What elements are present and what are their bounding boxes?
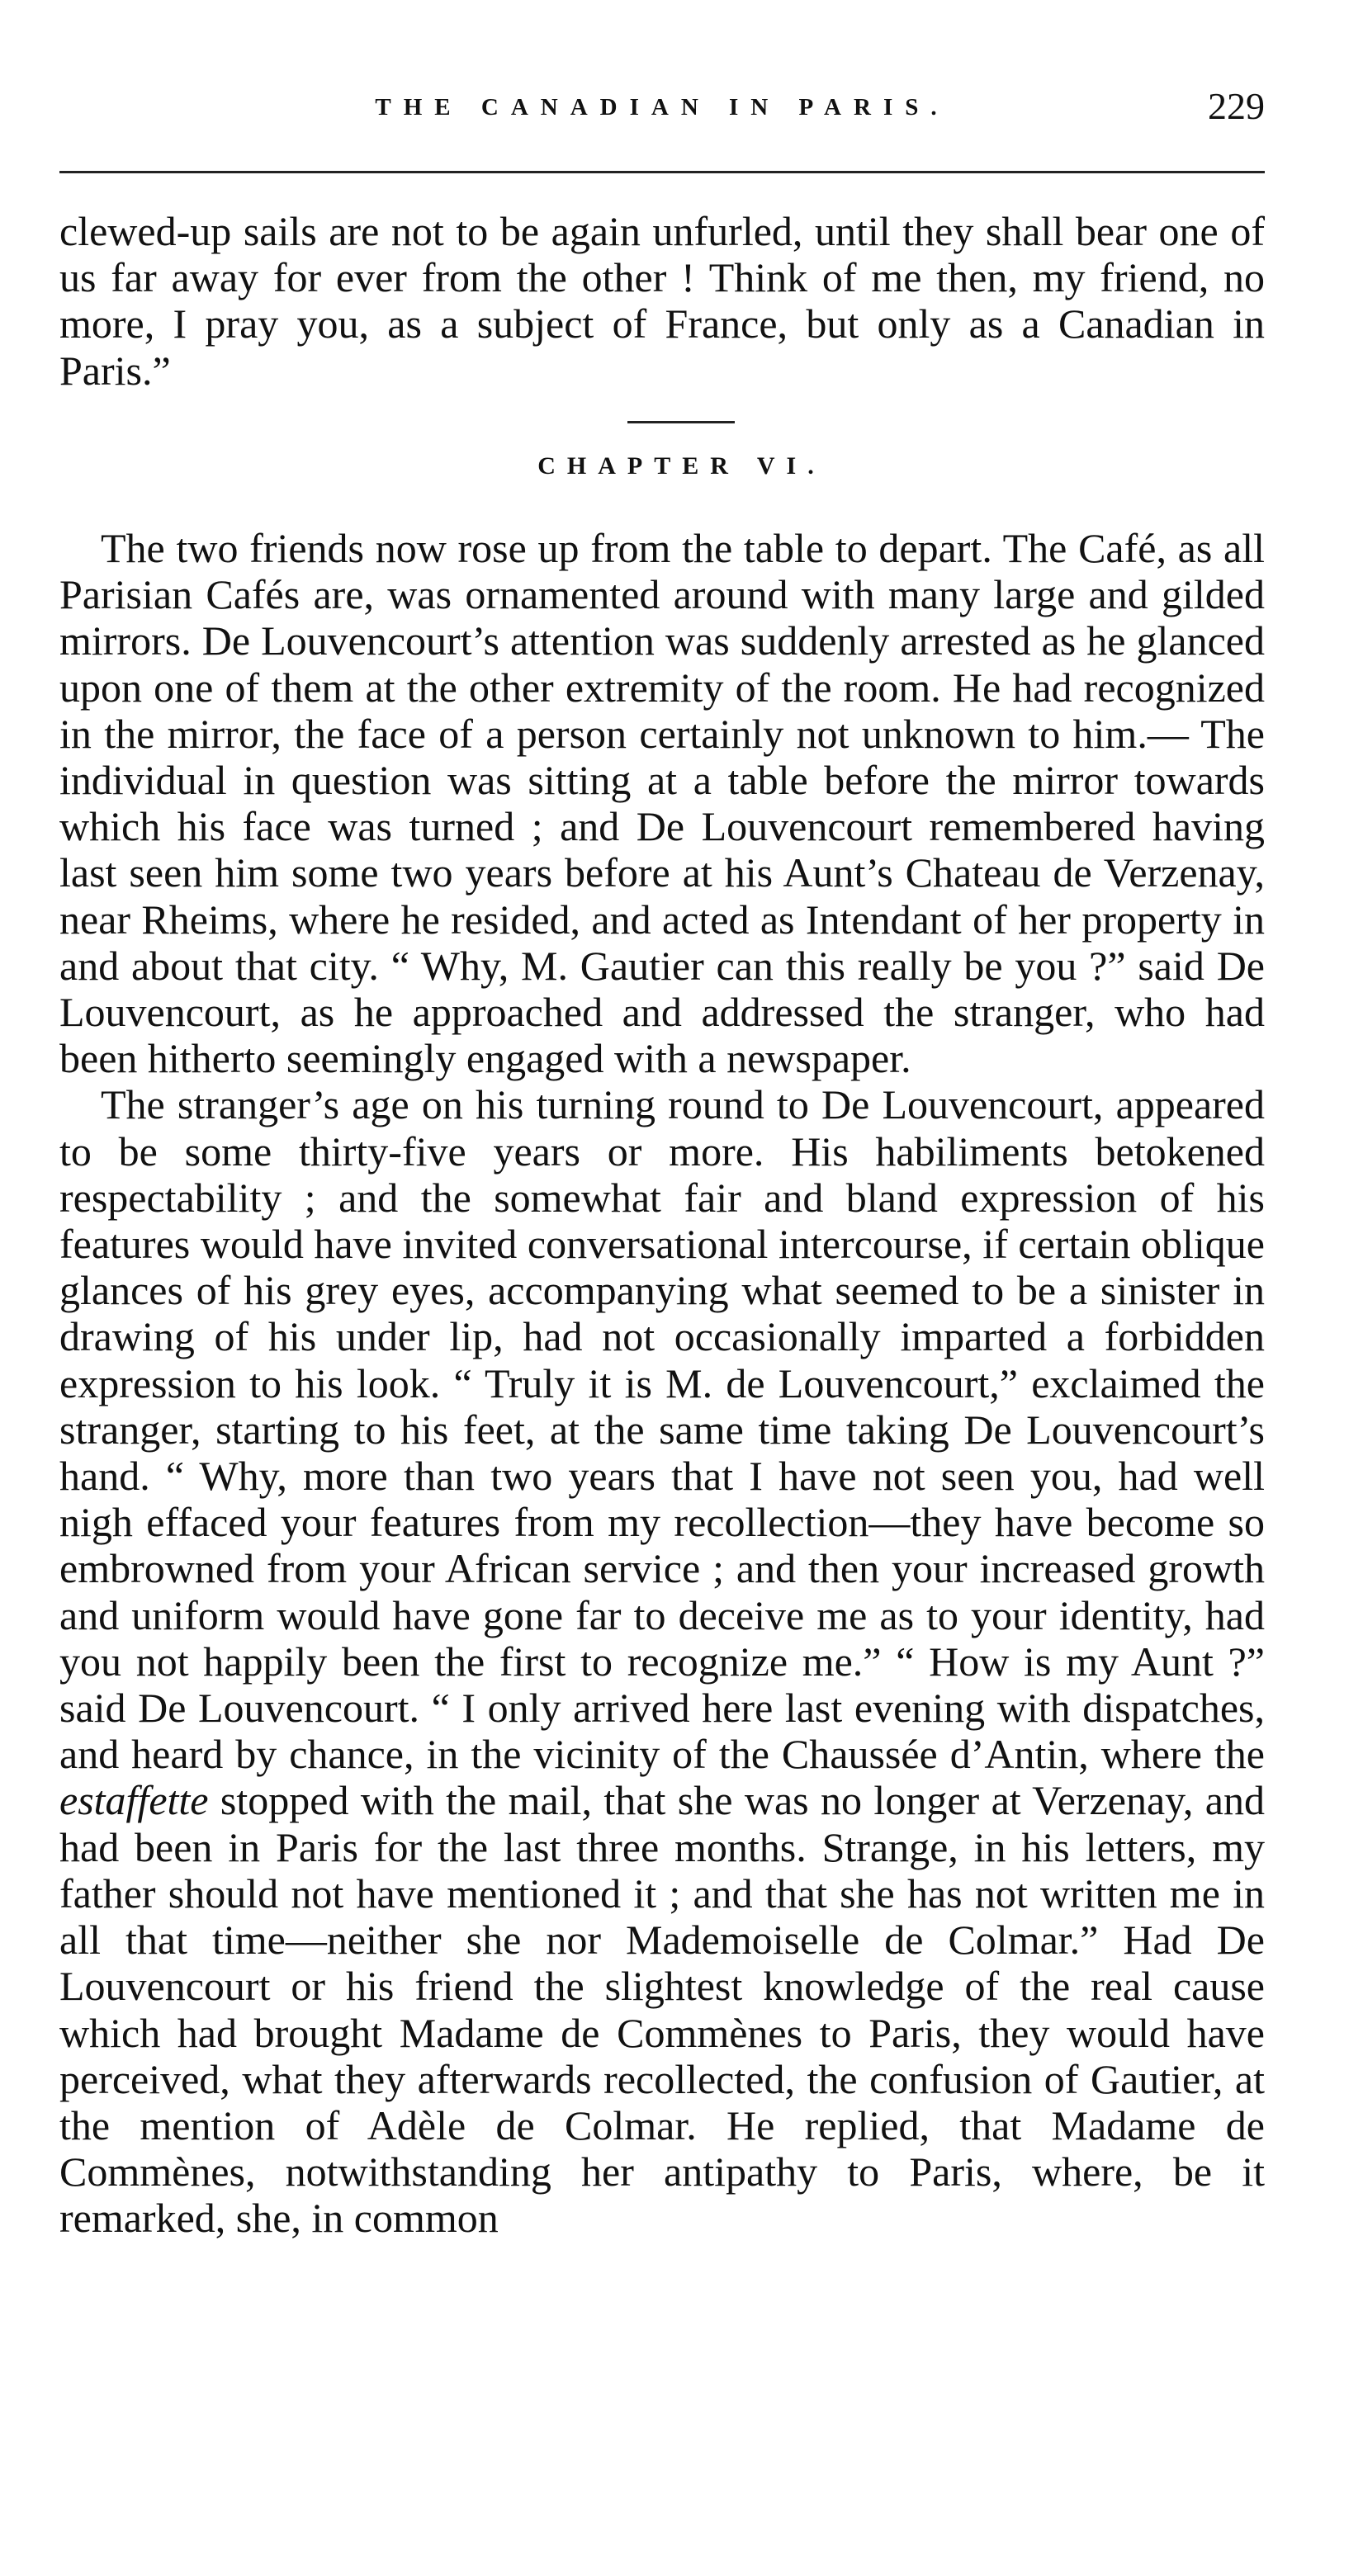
- continued-paragraph: [59, 208, 1265, 394]
- chapter-body: [59, 525, 1265, 2242]
- paragraph-2-italic-word: estaffette: [59, 1777, 209, 1824]
- paragraph-2: [59, 1081, 1265, 2241]
- page-number: 229: [1208, 85, 1265, 127]
- paragraph-2-part-2: stopped with the mail, that she was no longer at Verzenay, and had been in Paris for the last three months. Strange, in his letters, my father should not have mentioned it ; and that she has not written me in all that time—neither she nor Mademoiselle de Colmar.” Had De Louvencourt or his friend the slightest knowledge of the real cause which had brought Madame de Commènes to Paris, they would have perceived, what they afterwards recollected, the confusion of Gautier, at the mention of Adèle de Colmar. He replied, that Madame de Commènes, notwithstanding her antipathy to Paris, where, be it remarked, she, in common: [59, 1777, 1265, 2242]
- chapter-divider-rule: [627, 421, 735, 423]
- running-title: THE CANADIAN IN PARIS.: [375, 94, 949, 121]
- paragraph-1: The two friends now rose up from the table to depart. The Café, as all Parisian Cafés are, was ornamented around with many large and gilded mirrors. De Louvencourt’s attention was suddenly arrested as he glanced upon one of them at the other extremity of the room. He had recognized in the mirror, the face of a person certainly not unknown to him.— The individual in question was sitting at a table before the mirror towards which his face was turned ; and De Louvencourt remembered having last seen him some two years before at his Aunt’s Chateau de Verzenay, near Rheims, where he resided, and acted as Intendant of her property in and about that city. “ Why, M. Gautier can this really be you ?” said De Louvencourt, as he approached and addressed the stranger, who had been hitherto seemingly engaged with a newspaper.: [59, 525, 1265, 1082]
- running-head: [59, 83, 1265, 132]
- chapter-heading: CHAPTER VI.: [537, 452, 826, 480]
- paragraph-2-part-1: The stranger’s age on his turning round to De Louvencourt, appeared to be some thirty-five years or more. His habiliments betokened respectability ; and the somewhat fair and bland expression of his features would have invited conversational intercourse, if certain oblique glances of his grey eyes, accompanying what seemed to be a sinister in drawing of his under lip, had not occasionally imparted a forbidden expression to his look. “ Truly it is M. de Louvencourt,” exclaimed the stranger, starting to his feet, at the same time taking De Louvencourt’s hand. “ Why, more than two years that I have not seen you, had well nigh effaced your features from my recollection—they have become so embrowned from your African service ; and then your increased growth and uniform would have gone far to deceive me as to your identity, had you not happily been the first to recognize me.” “ How is my Aunt ?” said De Louvencourt. “ I only arrived here last evening with dispatches, and heard by chance, in the vicinity of the Chaussée d’Antin, where the: [59, 1081, 1265, 1778]
- continued-paragraph-text: clewed-up sails are not to be again unfurled, until they shall bear one of us far away for ever from the other ! Think of me then, my friend, no more, I pray you, as a subject of France, but only as a Canadian in Paris.”: [59, 208, 1265, 394]
- header-rule: [59, 171, 1265, 173]
